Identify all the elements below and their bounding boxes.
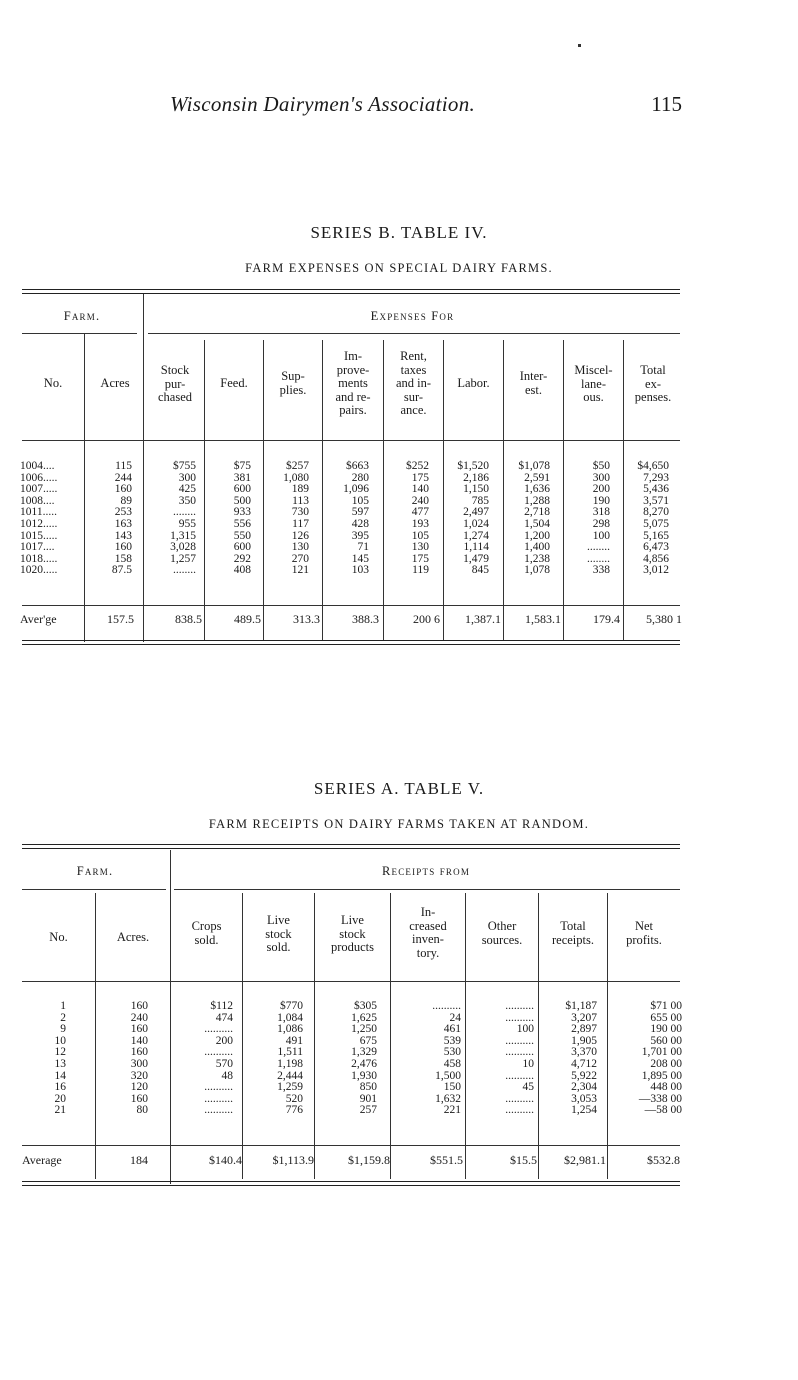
table-iv-subtitle: FARM EXPENSES ON SPECIAL DAIRY FARMS.: [245, 261, 553, 275]
average-label: Average: [22, 1153, 62, 1167]
rule: [22, 440, 680, 441]
column-misc: $50 300 200 190 318 298 100 ........ ........ 338: [587, 460, 610, 577]
col-header-crops: Crops sold.: [191, 919, 222, 947]
col-header-products: Live stock products: [330, 913, 375, 954]
average-improvements: 388.3: [352, 612, 379, 626]
rule: [22, 889, 166, 890]
col-header-acres: Acres.: [116, 930, 150, 944]
average-net: $532.8: [647, 1153, 680, 1167]
column-divider: [143, 294, 144, 642]
average-total: 5,380 1: [646, 612, 682, 626]
col-header-feed: Feed.: [220, 376, 248, 390]
average-total: $2,981.1: [564, 1153, 606, 1167]
average-rent: 200 6: [413, 612, 440, 626]
average-stock: 838.5: [175, 612, 202, 626]
col-header-total: Total receipts.: [552, 919, 594, 947]
col-header-supplies: Sup- plies.: [279, 369, 307, 397]
column-feed: $75 381 600 500 933 556 550 600 292 408: [233, 460, 251, 577]
running-header: [170, 92, 682, 122]
column-labor: $1,520 2,186 1,150 785 2,497 1,024 1,274 1,114 1,479 845: [457, 460, 489, 577]
page-number: 115: [651, 92, 682, 116]
column-supplies: $257 1,080 189 113 730 117 126 130 270 121: [283, 460, 309, 577]
rule: [22, 1185, 680, 1186]
column-acres: 115 244 160 89 253 163 143 160 158 87.5: [111, 460, 132, 577]
column-no: 1 2 9 10 12 13 14 16 20 21: [54, 1000, 66, 1117]
column-inventory: .......... 24 461 539 530 458 1,500 150 1,632 221: [432, 1000, 461, 1117]
table-v-title: SERIES A. TABLE V.: [313, 779, 485, 798]
rule: [22, 605, 680, 606]
col-header-misc: Miscel- lane- ous.: [574, 363, 613, 404]
group-farm-header: Farm.: [76, 864, 114, 878]
rule: [22, 289, 680, 290]
col-header-rent: Rent, taxes and in- sur- ance.: [395, 349, 432, 417]
rule: [22, 844, 680, 845]
average-livestock: $1,113.9: [272, 1153, 314, 1167]
col-header-net: Net profits.: [626, 919, 662, 947]
col-header-total: Total ex- penses.: [634, 363, 672, 404]
average-inventory: $551.5: [430, 1153, 463, 1167]
table-v-subtitle: FARM RECEIPTS ON DAIRY FARMS TAKEN AT RANDOM.: [208, 817, 590, 831]
column-interest: $1,078 2,591 1,636 1,288 2,718 1,504 1,200 1,400 1,238 1,078: [518, 460, 550, 577]
rule: [22, 1181, 680, 1182]
column-no: 1004.... 1006..... 1007..... 1008.... 1011..... 1012..... 1015..... 1017.... 1018..... 1020.....: [20, 460, 58, 577]
col-header-improvements: Im- prove- ments and re- pairs.: [335, 349, 371, 417]
column-net: $71 00 655 00 190 00 560 00 1,701 00 208 00 1,895 00 448 00 —338 00 —58 00: [638, 1000, 682, 1117]
table-iv-title: SERIES B. TABLE IV.: [310, 223, 488, 242]
column-crops: $112 474 .......... 200 .......... 570 48 .......... .......... ..........: [204, 1000, 233, 1117]
rule: [22, 644, 680, 645]
col-header-inventory: In- creased inven- tory.: [409, 905, 447, 960]
column-improvements: $663 280 1,096 105 597 428 395 71 145 103: [343, 460, 369, 577]
group-receipts-header: Receipts from: [381, 864, 471, 878]
rule: [22, 981, 680, 982]
col-header-stock: Stock pur- chased: [157, 363, 192, 404]
column-products: $305 1,625 1,250 675 1,329 2,476 1,930 850 901 257: [351, 1000, 377, 1117]
average-acres: 184: [130, 1153, 148, 1167]
column-total: $1,187 3,207 2,897 1,905 3,370 4,712 5,922 2,304 3,053 1,254: [565, 1000, 597, 1117]
print-speck: [578, 44, 581, 47]
column-livestock: $770 1,084 1,086 491 1,511 1,198 2,444 1,259 520 776: [277, 1000, 303, 1117]
average-interest: 1,583.1: [525, 612, 561, 626]
average-other: $15.5: [510, 1153, 537, 1167]
column-stock: $755 300 425 350 ........ 955 1,315 3,028 1,257 ........: [170, 460, 196, 577]
rule: [22, 848, 680, 849]
rule: [22, 293, 680, 294]
average-products: $1,159.8: [348, 1153, 390, 1167]
col-header-labor: Labor.: [457, 376, 490, 390]
col-header-acres: Acres: [100, 376, 130, 390]
rule: [22, 1145, 680, 1146]
column-rent: $252 175 140 240 477 193 105 130 175 119: [406, 460, 429, 577]
rule: [174, 889, 680, 890]
running-title: Wisconsin Dairymen's Association.: [170, 92, 476, 116]
col-header-no: No.: [49, 930, 68, 944]
col-header-other: Other sources.: [481, 919, 523, 947]
rule: [148, 333, 680, 334]
col-header-interest: Inter- est.: [519, 369, 548, 397]
group-farm-header: Farm.: [63, 309, 101, 323]
group-expenses-header: Expenses For: [370, 309, 455, 323]
average-acres: 157.5: [107, 612, 134, 626]
column-acres: 160 240 160 140 160 300 320 120 160 80: [130, 1000, 148, 1117]
average-labor: 1,387.1: [465, 612, 501, 626]
rule: [22, 640, 680, 641]
rule: [22, 333, 137, 334]
column-other: .......... .......... 100 .......... .......... 10 .......... 45 .......... ..........: [505, 1000, 534, 1117]
average-misc: 179.4: [593, 612, 620, 626]
col-header-no: No.: [43, 376, 63, 390]
average-crops: $140.4: [209, 1153, 242, 1167]
column-divider: [84, 334, 85, 642]
column-total: $4,650 7,293 5,436 3,571 8,270 5,075 5,165 6,473 4,856 3,012: [637, 460, 669, 577]
average-supplies: 313.3: [293, 612, 320, 626]
average-label: Aver'ge: [20, 612, 57, 626]
col-header-livestock: Live stock sold.: [265, 913, 292, 954]
average-feed: 489.5: [234, 612, 261, 626]
